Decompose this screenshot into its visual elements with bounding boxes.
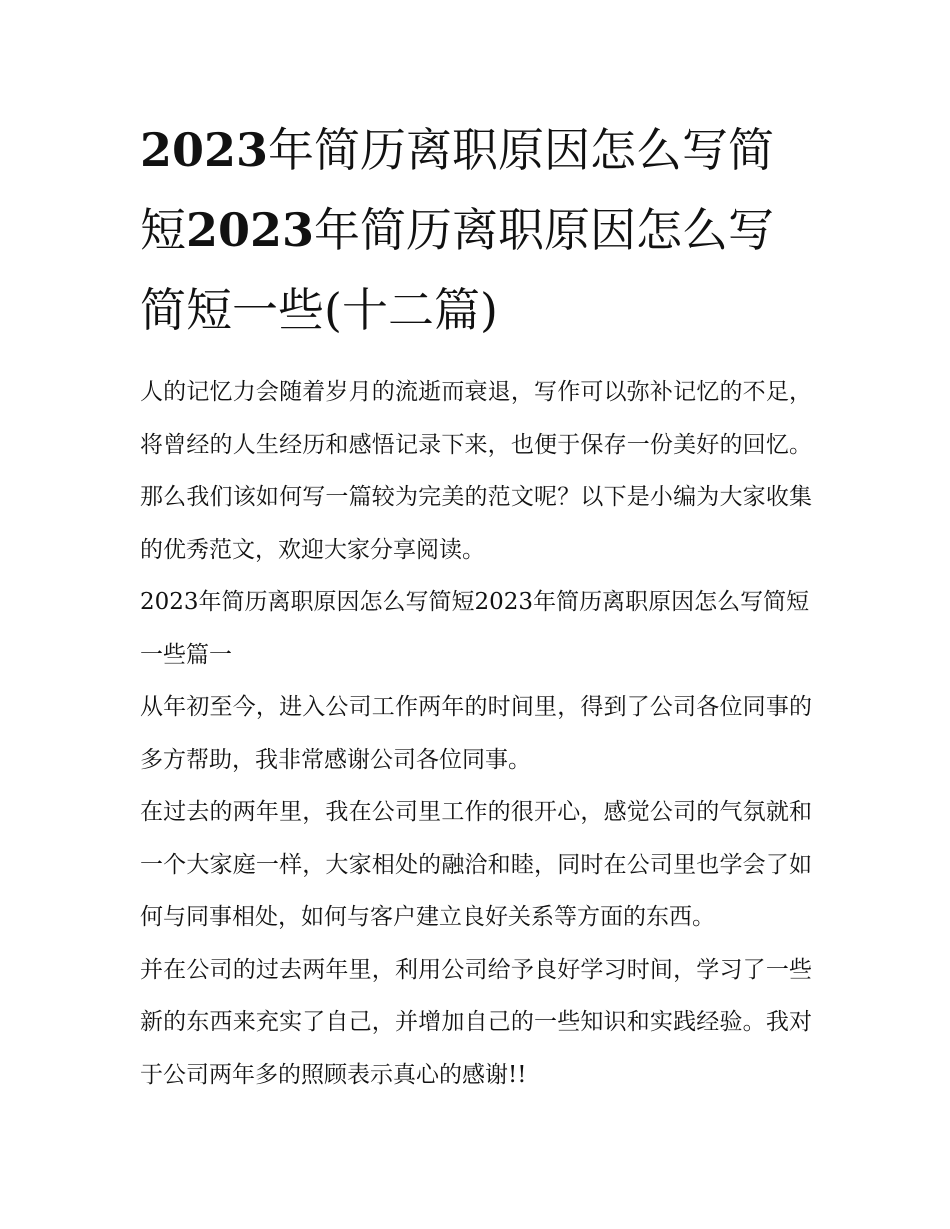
intro-paragraph: 人的记忆力会随着岁月的流逝而衰退，写作可以弥补记忆的不足，将曾经的人生经历和感悟记录下来，也便于保存一份美好的回忆。那么我们该如何写一篇较为完美的范文呢？以下是小编为大家收集的优秀范文，欢迎大家分享阅读。 <box>140 379 812 563</box>
document-page <box>140 110 812 1101</box>
title-year: 2023 <box>140 123 269 177</box>
title-year: 2023 <box>186 203 315 257</box>
body-paragraph-1: 从年初至今，进入公司工作两年的时间里，得到了公司各位同事的多方帮助，我非常感谢公司各位同事。 <box>140 694 812 773</box>
document-title: 2023年简历离职原因怎么写简短2023年简历离职原因怎么写简短一些(十二篇) <box>140 123 775 337</box>
body-paragraph-2: 在过去的两年里，我在公司里工作的很开心，感觉公司的气氛就和一个大家庭一样，大家相处的融洽和睦，同时在公司里也学会了如何与同事相处，如何与客户建立良好关系等方面的东西。 <box>140 799 812 930</box>
body-paragraph-3: 并在公司的过去两年里，利用公司给予良好学习时间，学习了一些新的东西来充实了自己，并增加自己的一些知识和实践经验。我对于公司两年多的照顾表示真心的感谢!! <box>140 956 812 1088</box>
section-heading: 2023年简历离职原因怎么写简短2023年简历离职原因怎么写简短一些篇一 <box>140 589 810 668</box>
